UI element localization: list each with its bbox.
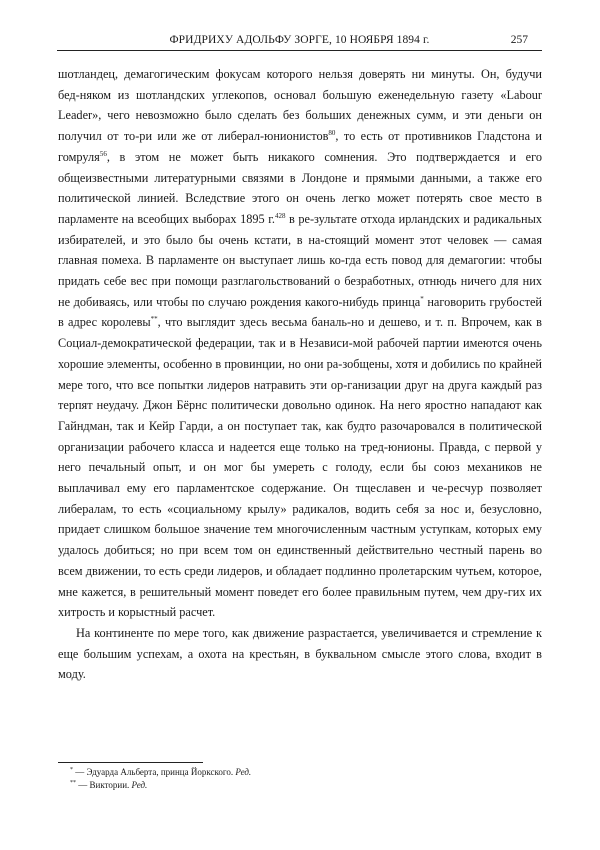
footnote-text: — Эдуарда Альберта, принца Йоркского. <box>73 767 236 777</box>
main-text <box>58 64 542 685</box>
reference-mark: 428 <box>274 211 286 220</box>
text-segment: в ре-зультате отхода ирландских и радикальных избирателей, и это было бы очень кстати, в на-стоящий момент этот человек — самая главная помеха. В парламенте он выступает лишь ко-гда есть повод для демагогии: чтобы придать себе вес при помощи разглагольствований о безработных, отнюдь ничего для них не добиваясь, или чтобы по случаю рождения какого-нибудь принца <box>58 211 542 309</box>
running-header <box>57 30 542 51</box>
footnote-1 <box>70 766 251 779</box>
footnote-mark: ** <box>150 315 158 324</box>
paragraph-1 <box>58 64 542 623</box>
footnotes <box>70 766 251 792</box>
footnote-divider <box>58 762 203 763</box>
text-segment: , то есть от противников Гладстона и гомруля <box>58 129 542 164</box>
running-title: ФРИДРИХУ АДОЛЬФУ ЗОРГЕ, 10 НОЯБРЯ 1894 г. <box>169 34 430 46</box>
footnote-marker: * <box>70 767 73 773</box>
reference-mark: 56 <box>99 149 107 158</box>
editor-note: Ред. <box>131 780 148 790</box>
text-segment: наговорить грубостей в адрес королевы <box>58 294 542 330</box>
paragraph-2: На континенте по мере того, как движение разрастается, увеличивается и стремление к еще большим успехам, а охота на крестьян, в буквальном смысле этого слова, входит в моду. <box>58 625 542 682</box>
text-segment: шотландец, демагогическим фокусам которого нельзя доверять ни минуты. Он, будучи бед-няком из шотландских углекопов, основал большую еженедельную газету «Labour Leader», чего невозможно было сделать без больших денежных сумм, и эти деньги он получил от то-ри или же от либерал-юнионистов <box>58 67 542 144</box>
text-segment: , что выглядит здесь весьма баналь-но и дешево, и т. п. Впрочем, как в Социал-демократической федерации, так и в Независи-мой рабочей партии имеются очень хорошие элементы, особенно в провинции, но они ра-зобщены, хотя и добились по крайней мере того, что все попытки лидеров натравить эти ор-ганизации друг на друга каждый раз терпят неудачу. Джон Бёрнс политически довольно одинок. На него яростно нападают как Гайндман, так и Кейр Гарди, а он поступает так, как будто разочаровался в политической организации рабочего класса и надеется еще только на тред-юнионы. Правда, с первой у него печальный опыт, и он мог бы умереть с голоду, если бы союз механиков не выплачивал ему его парламентское содержание. Он тщеславен и че-ресчур позволяет либералам, то есть «социальному крылу» радикалов, водить себя за нос и, безусловно, придает слишком большое значение тем многочисленным частным уступкам, которых ему удалось добиться; но при всем том он единственный действительно честный парень во всем движении, то есть среди лидеров, и обладает подлинно пролетарским чутьем, которое, мне кажется, в решительный момент поведет его более правильным путем, чем дру-гих их хитрость и корыстный расчет. <box>58 315 542 620</box>
editor-note: Ред. <box>235 767 252 777</box>
page-number: 257 <box>510 34 528 46</box>
footnote-2 <box>70 779 251 792</box>
footnote-text: — Виктории. <box>76 780 132 790</box>
footnote-marker: ** <box>70 780 76 786</box>
footnote-mark: * <box>420 294 424 303</box>
reference-mark: 80 <box>328 129 336 138</box>
text-segment: , в этом не может быть никакого сомнения. Это подтверждается и его общеизвестными литературными связями в Лондоне и прямыми данными, а также его политической линией. Вследствие этого он очень легко может потерять свое место в парламенте на всеобщих выборах 1895 г. <box>58 149 542 226</box>
